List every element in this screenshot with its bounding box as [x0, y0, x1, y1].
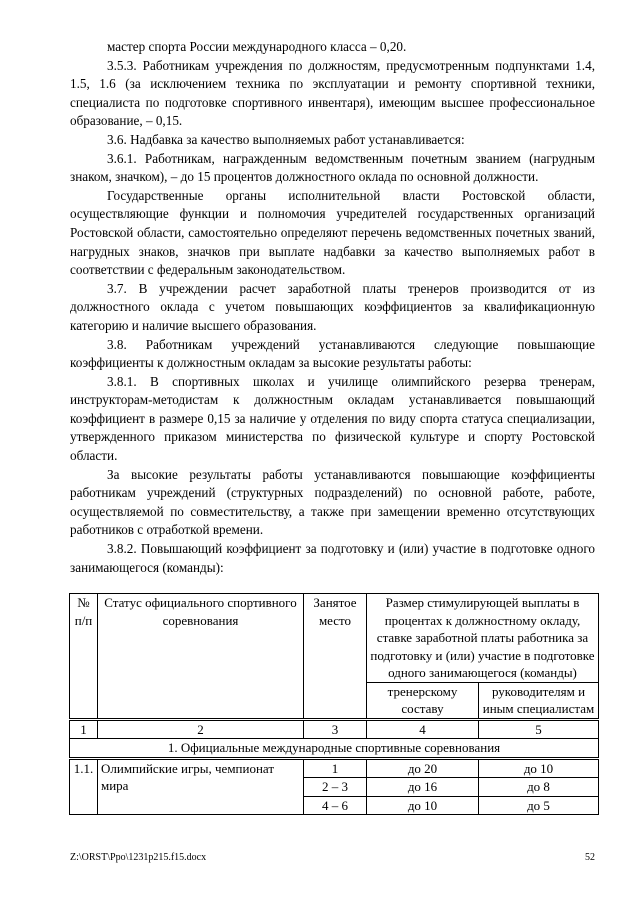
col-number: 5 [479, 719, 599, 739]
section-row [70, 739, 599, 759]
file-path: Z:\ORST\Ppo\1231p215.f15.docx [70, 852, 207, 863]
row-coach: до 10 [367, 796, 479, 815]
header-place: Занятое место [304, 594, 367, 720]
paragraph: 3.8.1. В спортивных школах и училище олимпийского резерва тренерам, инструкторам-методистам к должностным окладам устанавливается повышающий коэффициент в размере 0,15 за наличие у отделения по виду спорта статуса специализации, утвержденного приказом министерства по физической культуре и спорту Ростовской области. [70, 373, 595, 464]
header-size: Размер стимулирующей выплаты в процентах к должностному окладу, ставке заработной платы работника за подготовку и (или) участие в подготовке одного занимающегося (команды) [367, 594, 599, 683]
paragraph: 3.6. Надбавка за качество выполняемых работ устанавливается: [107, 131, 465, 147]
paragraph: 3.8. Работникам учреждений устанавливаются следующие повышающие коэффициенты к должностным окладам за высокие результаты работы: [70, 336, 595, 371]
row-num: 1.1. [70, 758, 98, 815]
document-body [70, 38, 595, 577]
paragraph: 3.7. В учреждении расчет заработной платы тренеров производится от из должностного оклада с учетом повышающих коэффициентов за квалификационную категорию и наличие высшего образования. [70, 280, 595, 333]
row-status: Олимпийские игры, чемпионат мира [98, 758, 304, 815]
col-number: 3 [304, 719, 367, 739]
paragraph: 3.6.1. Работникам, награжденным ведомственным почетным званием (нагрудным знаком, значком), – до 15 процентов должностного оклада по основной должности. [70, 150, 595, 185]
col-number: 1 [70, 719, 98, 739]
row-place: 1 [304, 758, 367, 778]
paragraph: 3.5.3. Работникам учреждения по должностям, предусмотренным подпунктами 1.4, 1.5, 1.6 (за исключением техника по эксплуатации и ремонту спортивной техники, специалиста по подготовке спортивного инвентаря), имеющим высшее профессиональное образование, – 0,15. [70, 57, 595, 129]
header-coach: тренерскому составу [367, 682, 479, 719]
row-managers: до 5 [479, 796, 599, 815]
paragraph: 3.8.2. Повышающий коэффициент за подготовку и (или) участие в подготовке одного занимающегося (команды): [70, 541, 595, 575]
header-status: Статус официального спортивного соревнования [98, 594, 304, 720]
header-managers: руководителям и иным специалистам [479, 682, 599, 719]
table-row [70, 758, 599, 778]
bonus-table [69, 593, 599, 815]
paragraph: мастер спорта России международного класса – 0,20. [107, 39, 407, 54]
col-number: 2 [98, 719, 304, 739]
row-coach: до 20 [367, 758, 479, 778]
row-coach: до 16 [367, 778, 479, 797]
paragraph: Государственные органы исполнительной власти Ростовской области, осуществляющие функции и полномочия учредителей государственных организаций Ростовской области, самостоятельно определяют перечень ведомственных почетных званий, нагрудных знаков, значков при выплате надбавки за качество выполняемых работ в соответствии с федеральным законодательством. [70, 187, 595, 278]
section-title: 1. Официальные международные спортивные соревнования [70, 739, 599, 759]
table-header-row [70, 594, 599, 683]
page-number: 52 [585, 852, 595, 863]
row-place: 2 – 3 [304, 778, 367, 797]
header-num: № п/п [70, 594, 98, 720]
row-managers: до 10 [479, 758, 599, 778]
row-place: 4 – 6 [304, 796, 367, 815]
row-managers: до 8 [479, 778, 599, 797]
col-number: 4 [367, 719, 479, 739]
paragraph: За высокие результаты работы устанавливаются повышающие коэффициенты работникам учреждений (структурных подразделений) по основной работе, работе, осуществляемой по совместительству, а также при замещении временно отсутствующих работников с отработкой времени. [70, 466, 595, 538]
column-numbers-row [70, 719, 599, 739]
page-footer [70, 852, 595, 863]
